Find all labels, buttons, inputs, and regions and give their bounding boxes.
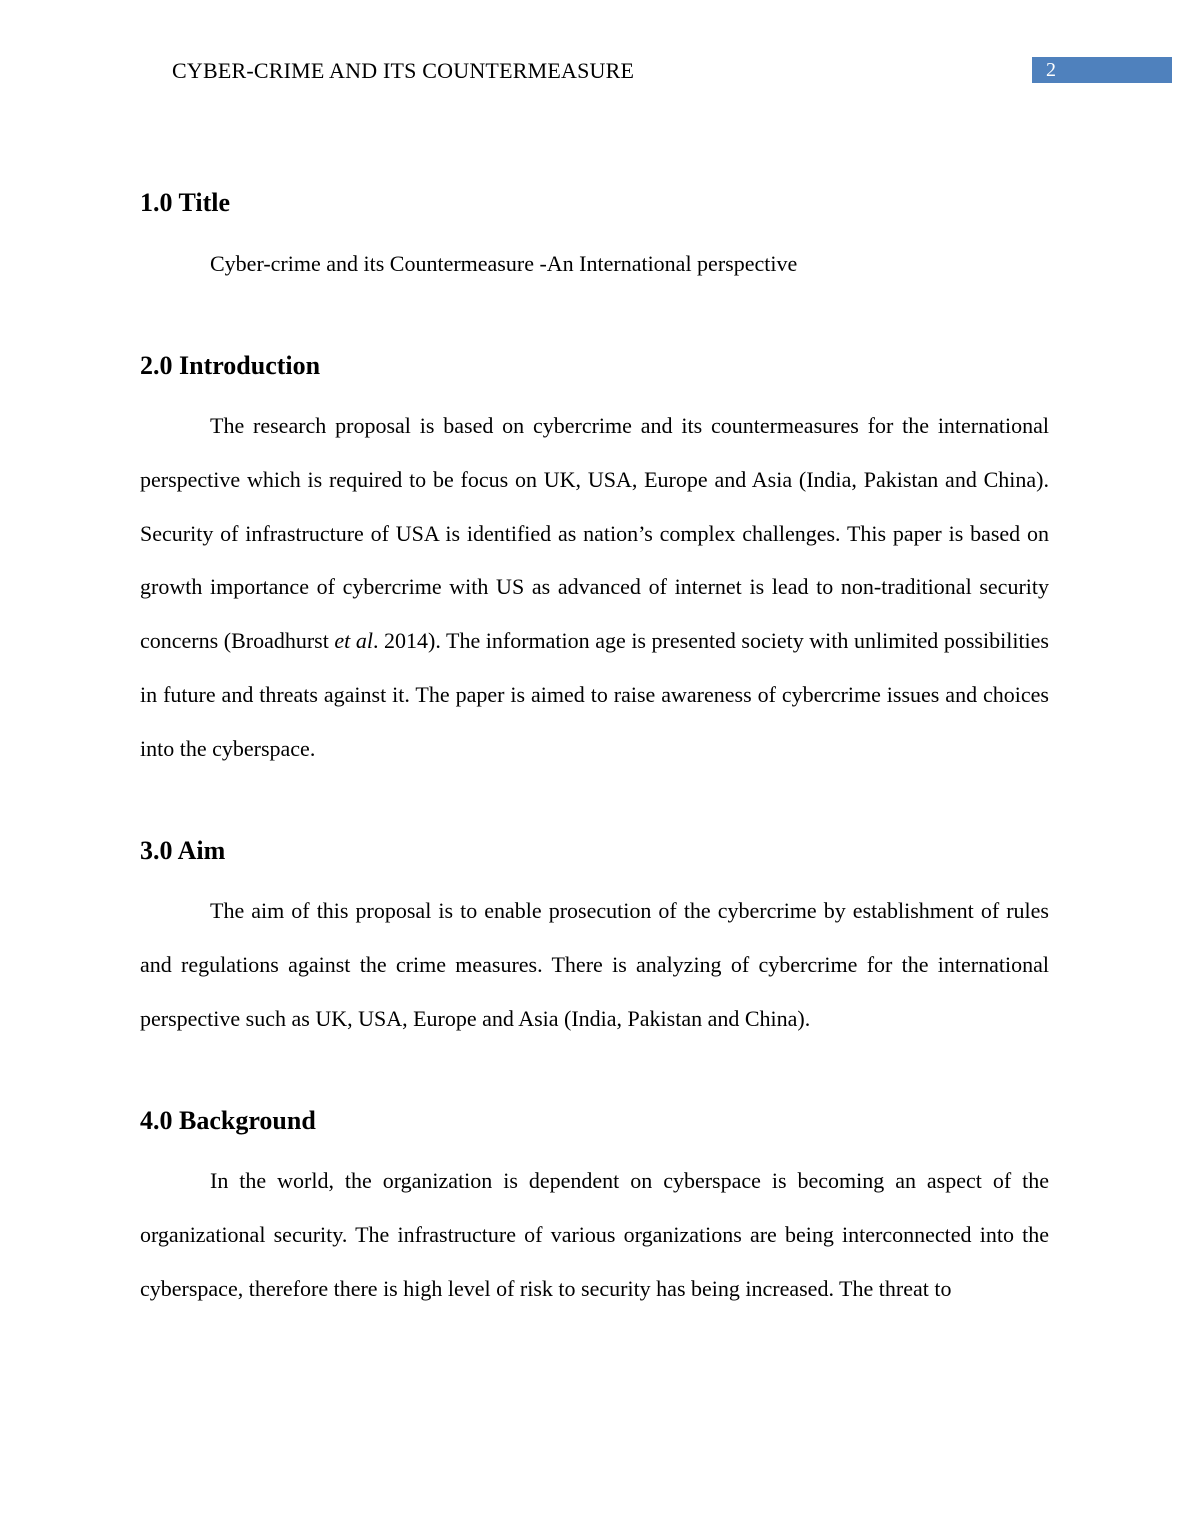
- heading-aim: 3.0 Aim: [140, 836, 226, 865]
- background-paragraph: In the world, the organization is dependent on cyberspace is becoming an aspect of the organizational security. The infrastructure of various organizations are being interconnected into the cyberspace, therefore there is high level of risk to security has being increased. The threat to: [140, 1168, 1049, 1301]
- document-title-text: Cyber-crime and its Countermeasure -An International perspective: [210, 251, 798, 276]
- introduction-text-part2: . 2014). The information age is presented society with unlimited possibilities in future and threats against it. The paper is aimed to raise awareness of cybercrime issues and choices into the cyberspace.: [140, 628, 1049, 761]
- heading-introduction: 2.0 Introduction: [140, 351, 321, 380]
- aim-paragraph: The aim of this proposal is to enable prosecution of the cybercrime by establishment of rules and regulations against the crime measures. There is analyzing of cybercrime for the international perspective such as UK, USA, Europe and Asia (India, Pakistan and China).: [140, 898, 1049, 1031]
- running-header-title: CYBER-CRIME AND ITS COUNTERMEASURE: [172, 58, 635, 83]
- citation-et-al: et al: [334, 628, 373, 654]
- page-number: 2: [1032, 57, 1172, 83]
- heading-title: 1.0 Title: [140, 188, 231, 217]
- heading-background: 4.0 Background: [140, 1106, 316, 1135]
- introduction-text-part1: The research proposal is based on cybercrime and its countermeasures for the international perspective which is required to be focus on UK, USA, Europe and Asia (India, Pakistan and China). Security of infrastructure of USA is identified as nation’s complex challenges. This paper is based on growth importance of cybercrime with US as advanced of internet is lead to non-traditional security concerns (Broadhurst: [140, 413, 1049, 654]
- introduction-paragraph: [140, 399, 1049, 776]
